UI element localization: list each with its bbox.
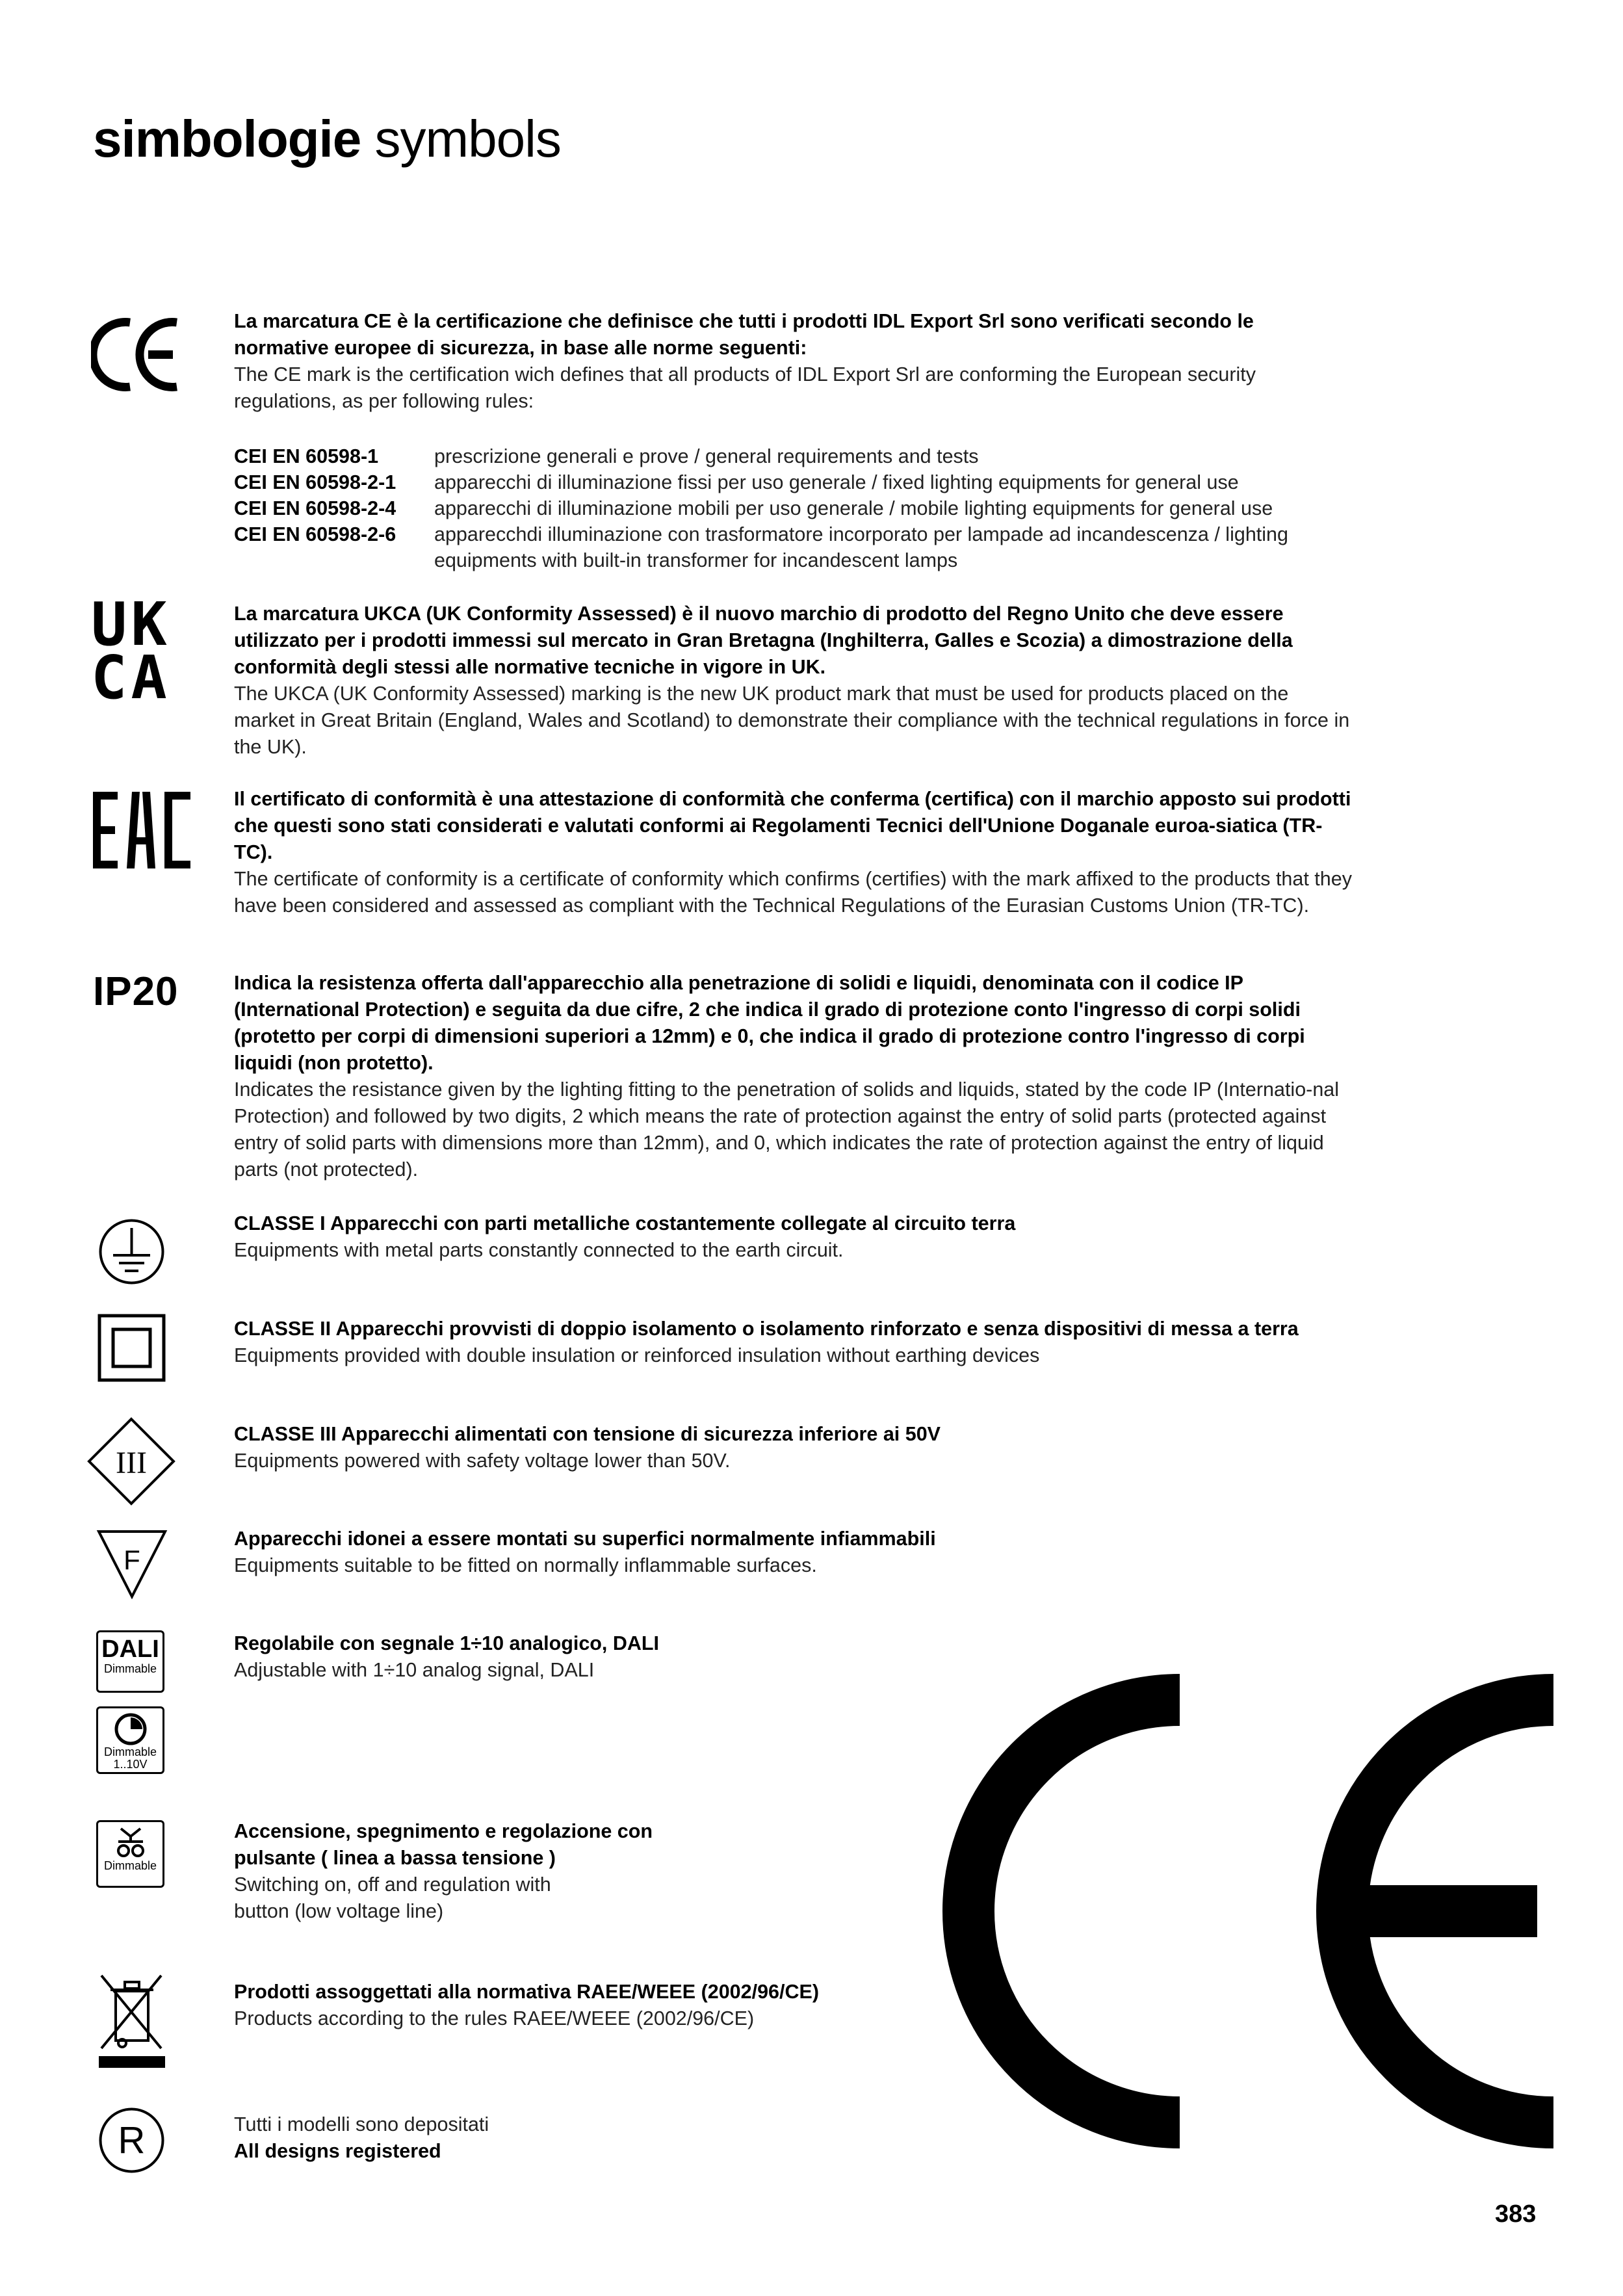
f-letter: F: [123, 1545, 140, 1575]
f-triangle-icon: [96, 1528, 168, 1599]
rule-desc: apparecchi di illuminazione fissi per uso generale / fixed lighting equipments for general use: [434, 471, 1239, 493]
ip20-english: Indicates the resistance given by the lighting fitting to the penetration of solids and liquids, stated by the code IP (Internatio-nal Protection) and followed by two digits, 2 which means the rate of protection against the entry of solid parts (protected against entry of solid parts with dimensions more than 12mm), and 0, which indicates the rate of protection against the entry of liquid parts (not protected).: [234, 1078, 1340, 1181]
dali-sub: Dimmable: [103, 1662, 157, 1675]
class-three-icon: [87, 1417, 175, 1506]
dimmable-english: Adjustable with 1÷10 analog signal, DALI: [234, 1659, 595, 1681]
page-number: 383: [1495, 2200, 1537, 2228]
eac-mark-icon: [93, 792, 192, 868]
ip20-text: [234, 970, 1365, 1183]
class3-english: Equipments powered with safety voltage lower than 50V.: [234, 1450, 731, 1472]
rule-code: CEI EN 60598-1: [234, 445, 379, 467]
rule-row: [234, 443, 1357, 469]
class1-italian: CLASSE I Apparecchi con parti metalliche costantemente collegate al circuito terra: [234, 1212, 1016, 1234]
ukca-english: The UKCA (UK Conformity Assessed) marking is the new UK product mark that must be used for products placed on the market in Great Britain (England, Wales and Scotland) to demonstrate their compliance with the technical regulations in force in the UK).: [234, 683, 1350, 758]
analog-sub1: Dimmable: [103, 1745, 157, 1758]
analog-dimmable-icon: [96, 1706, 164, 1774]
ukca-line1: UK: [91, 590, 171, 659]
class1-text: [234, 1210, 1352, 1264]
pushbutton-english-2: button (low voltage line): [234, 1900, 444, 1922]
rule-desc: apparecchi di illuminazione mobili per uso generale / mobile lighting equipments for general use: [434, 497, 1273, 519]
class3-numeral: III: [116, 1446, 147, 1480]
ce-mark-icon: [91, 317, 185, 392]
ce-rules: [234, 443, 1357, 573]
dali-dimmable-icon: [96, 1630, 164, 1693]
registered-icon: [97, 2106, 166, 2174]
analog-sub2: 1..10V: [113, 1758, 148, 1771]
pushbutton-english-1: Switching on, off and regulation with: [234, 1873, 551, 1896]
registered-letter: R: [118, 2119, 146, 2161]
ce-large-logo-icon: [897, 1674, 1560, 2148]
flammable-text: [234, 1526, 1352, 1579]
rule-code: CEI EN 60598-2-6: [234, 523, 396, 545]
title-bold: simbologie: [93, 110, 361, 168]
rule-code: CEI EN 60598-2-1: [234, 471, 396, 493]
eac-text: [234, 786, 1352, 919]
ukca-text: [234, 601, 1352, 761]
dimmable-italian: Regolabile con segnale 1÷10 analogico, DALI: [234, 1632, 660, 1654]
button-symbol-icon: [114, 1826, 147, 1860]
pushbutton-text: [234, 1818, 819, 1925]
ukca-line2: CA: [91, 643, 171, 712]
ip20-label: IP20: [93, 969, 179, 1014]
ukca-mark-icon: [91, 590, 171, 712]
flammable-english: Equipments suitable to be fitted on normally inflammable surfaces.: [234, 1554, 817, 1576]
class2-english: Equipments provided with double insulation or reinforced insulation without earthing devices: [234, 1344, 1040, 1366]
rule-row: [234, 495, 1357, 521]
rule-row: [234, 521, 1357, 573]
pushbutton-sub: Dimmable: [103, 1859, 157, 1872]
class3-text: [234, 1421, 1352, 1474]
rule-code: CEI EN 60598-2-4: [234, 497, 396, 519]
registered-text: [234, 2111, 819, 2165]
registered-italian: Tutti i modelli sono depositati: [234, 2113, 489, 2135]
rule-row: [234, 469, 1357, 495]
registered-english: All designs registered: [234, 2140, 441, 2162]
pushbutton-italian-2: pulsante ( linea a bassa tensione ): [234, 1847, 556, 1869]
crossed-bin-icon: [96, 1973, 168, 2070]
eac-italian: Il certificato di conformità è una attestazione di conformità che conferma (certifica) con il marchio apposto sui prodotti che questi sono stati considerati e valutati conformi ai Regolamenti Tecnici dell'Unione Doganale euroa-siatica (TR-TC).: [234, 788, 1351, 863]
page-title: [93, 109, 561, 169]
earth-ground-icon: [97, 1218, 166, 1286]
ip20-italian: Indica la resistenza offerta dall'apparecchio alla penetrazione di solidi e liquidi, denominata con il codice IP (International Protection) e seguita da due cifre, 2 che indica il grado di protezione conto l'ingresso di corpi solidi (protetto per corpi di dimensioni superiori a 12mm) e 0, che indica il grado di protezione contro l'ingresso di corpi liquidi (non protetto).: [234, 972, 1305, 1074]
ce-english: The CE mark is the certification wich defines that all products of IDL Export Srl are conforming the European security regulations, as per following rules:: [234, 363, 1256, 412]
ukca-italian: La marcatura UKCA (UK Conformity Assessed) è il nuovo marchio di prodotto del Regno Unito che deve essere utilizzato per i prodotti immessi sul mercato in Gran Bretagna (Inghilterra, Galles e Scozia) a dimostrazione della conformità degli stessi alle normative tecniche in vigore in UK.: [234, 603, 1293, 678]
weee-italian: Prodotti assoggettati alla normativa RAEE/WEEE (2002/96/CE): [234, 1981, 819, 2003]
class2-italian: CLASSE II Apparecchi provvisti di doppio isolamento o isolamento rinforzato e senza dispositivi di messa a terra: [234, 1318, 1299, 1340]
rule-desc: prescrizione generali e prove / general requirements and tests: [434, 445, 979, 467]
pushbutton-italian-1: Accensione, spegnimento e regolazione con: [234, 1820, 653, 1842]
dimmer-knob-icon: [114, 1712, 148, 1746]
ce-text: [234, 308, 1352, 415]
dali-label: DALI: [101, 1636, 159, 1663]
double-insulation-icon: [97, 1314, 166, 1382]
ce-italian: La marcatura CE è la certificazione che definisce che tutti i prodotti IDL Export Srl sono verificati secondo le normative europee di sicurezza, in base alle norme seguenti:: [234, 310, 1254, 359]
class2-text: [234, 1316, 1352, 1369]
rule-desc: apparecchdi illuminazione con trasformatore incorporato per lampade ad incandescenza / lighting equipments with built-in transformer for incandescent lamps: [434, 523, 1288, 571]
title-light: symbols: [374, 110, 561, 168]
eac-english: The certificate of conformity is a certificate of conformity which confirms (certifies) with the mark affixed to the products that they have been considered and assessed as compliant with the Technical Regulations of the Eurasian Customs Union (TR-TC).: [234, 868, 1352, 917]
class1-english: Equipments with metal parts constantly connected to the earth circuit.: [234, 1239, 844, 1261]
push-button-icon: [96, 1820, 164, 1888]
weee-english: Products according to the rules RAEE/WEEE (2002/96/CE): [234, 2007, 755, 2029]
class3-italian: CLASSE III Apparecchi alimentati con tensione di sicurezza inferiore ai 50V: [234, 1423, 941, 1445]
flammable-italian: Apparecchi idonei a essere montati su superfici normalmente infiammabili: [234, 1528, 936, 1550]
